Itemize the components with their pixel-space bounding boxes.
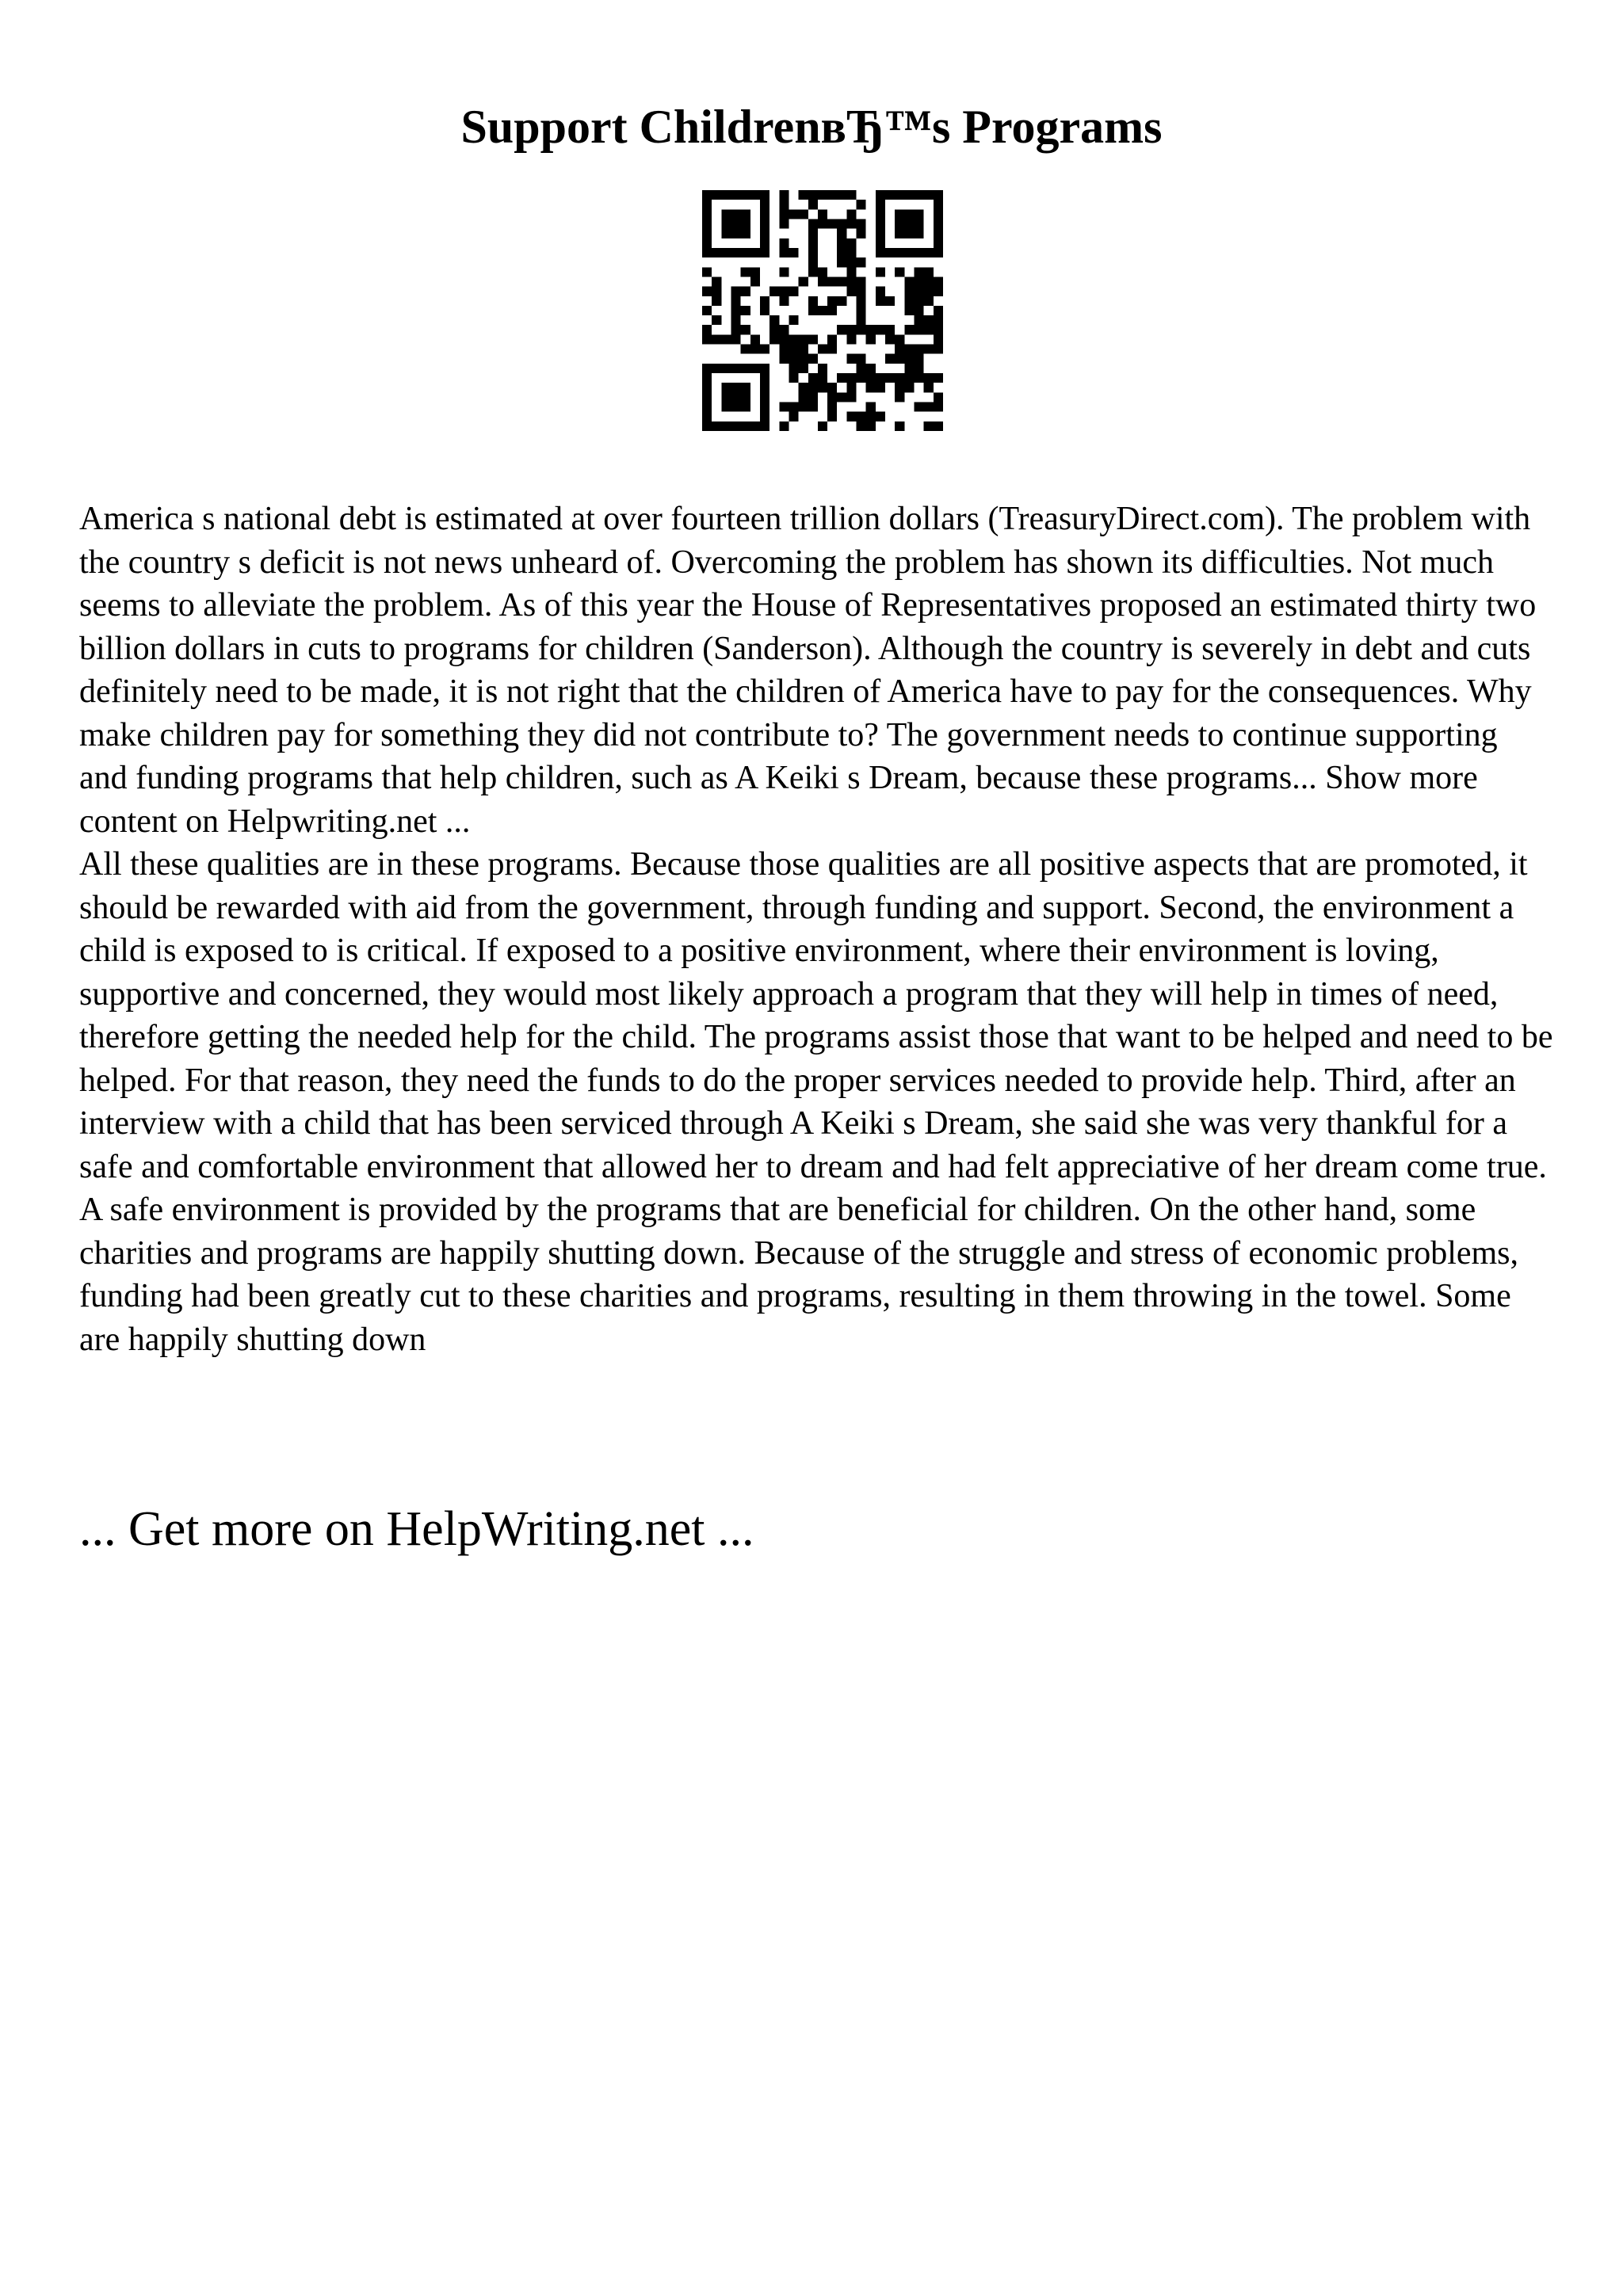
get-more-link[interactable]: ... Get more on HelpWriting.net ... bbox=[79, 1502, 754, 1556]
paragraph-2: All these qualities are in these programs. Because those qualities are all positive aspects that are promoted, it should be rewarded with aid from the government, through funding and support. Second, the environment a child is exposed to is critical. If exposed to a positive environment, where their environment is loving, supportive and concerned, they would most likely approach a program that they will help in times of need, therefore getting the needed help for the child. The programs assist those that want to be helped and need to be helped. For that reason, they need the funds to do the proper services needed to provide help. Third, after an interview with a child that has been serviced through A Keiki s Dream, she said she was very thankful for a safe and comfortable environment that allowed her to dream and had felt appreciative of her dream come true. A safe environment is provided by the programs that are beneficial for children. On the other hand, some charities and programs are happily shutting down. Because of the struggle and stress of economic problems, funding had been greatly cut to these charities and programs, resulting in them throwing in the towel. Some are happily shutting down bbox=[79, 846, 1553, 1358]
qr-code-icon[interactable] bbox=[702, 190, 943, 431]
page-title: Support ChildrenвЂ™s Programs bbox=[460, 101, 1163, 153]
article-body bbox=[79, 498, 1553, 1361]
paragraph-1: America s national debt is estimated at over fourteen trillion dollars (TreasuryDirect.com). The problem with the country s deficit is not news unheard of. Overcoming the problem has shown its difficulties. Not much seems to alleviate the problem. As of this year the House of Representatives proposed an estimated thirty two billion dollars in cuts to programs for children (Sanderson). Although the country is severely in debt and cuts definitely need to be made, it is not right that the children of America have to pay for the consequences. Why make children pay for something they did not contribute to? The government needs to continue supporting and funding programs that help children, such as A Keiki s Dream, because these programs... Show more content on Helpwriting.net ... bbox=[79, 501, 1537, 840]
